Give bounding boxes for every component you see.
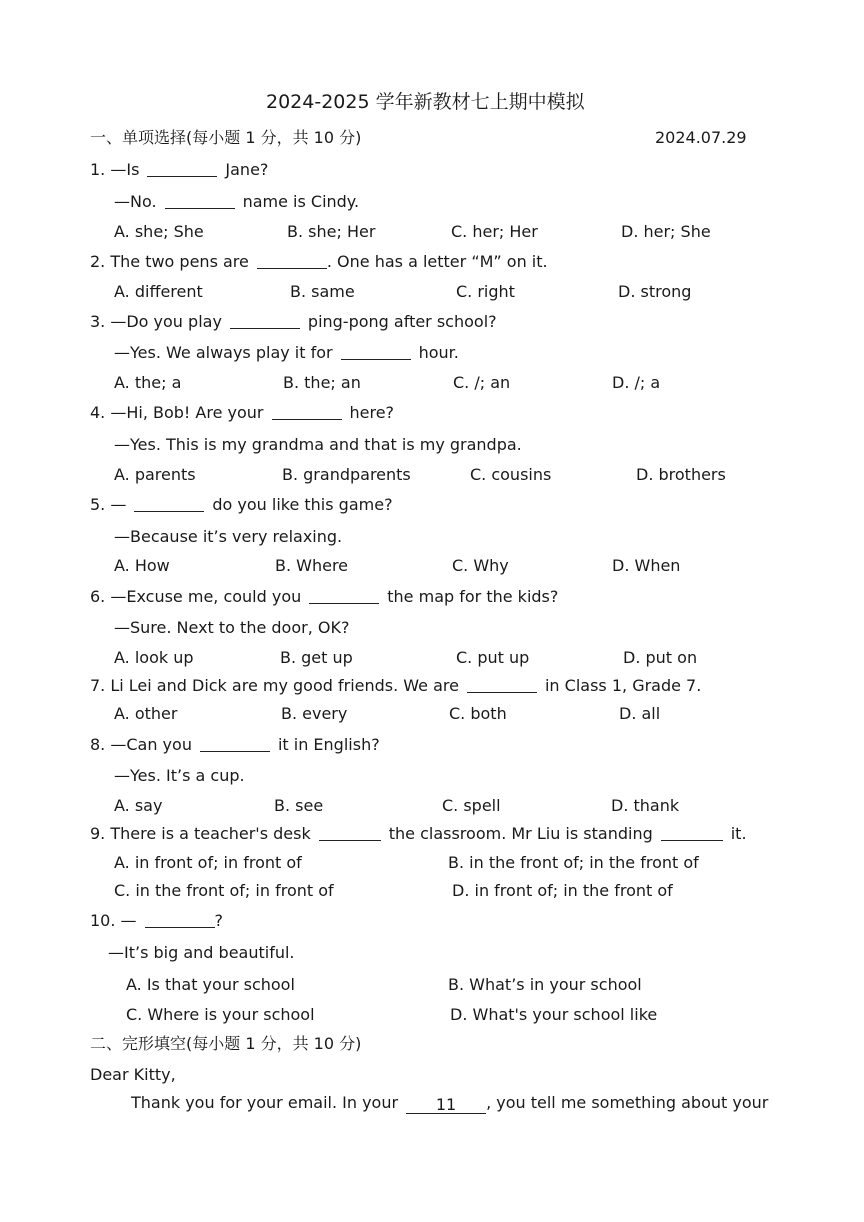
- option-b[interactable]: B. What’s in your school: [448, 975, 642, 994]
- blank-number: 11: [435, 1095, 457, 1114]
- option-b[interactable]: B. the; an: [283, 373, 361, 392]
- answer-blank[interactable]: [200, 735, 270, 752]
- option-b[interactable]: B. grandparents: [282, 465, 411, 484]
- question-text: the map for the kids?: [387, 587, 559, 606]
- answer-blank[interactable]: [272, 403, 342, 420]
- question-text: 7. Li Lei and Dick are my good friends. We are: [90, 676, 459, 695]
- option-a[interactable]: A. in front of; in front of: [114, 853, 302, 872]
- question-text: 1. —Is: [90, 160, 140, 179]
- question-text: it.: [730, 824, 747, 843]
- paragraph-text: Thank you for your email. In your: [131, 1093, 399, 1112]
- question-9-line-1: [90, 824, 747, 844]
- option-c[interactable]: C. spell: [442, 796, 501, 815]
- answer-blank[interactable]: [147, 160, 217, 177]
- question-3-line-1: [90, 312, 497, 332]
- option-b[interactable]: B. see: [274, 796, 324, 815]
- question-text: 10. —: [90, 911, 137, 930]
- question-text: —Yes. We always play it for: [114, 343, 333, 362]
- question-1-line-1: [90, 160, 268, 180]
- option-b[interactable]: B. same: [290, 282, 355, 301]
- question-text: 5. —: [90, 495, 127, 514]
- question-text: ping-pong after school?: [307, 312, 497, 331]
- answer-blank[interactable]: [134, 495, 204, 512]
- option-d[interactable]: D. all: [619, 704, 661, 723]
- option-d[interactable]: D. in front of; in the front of: [452, 881, 673, 900]
- question-text: name is Cindy.: [242, 192, 360, 211]
- option-d[interactable]: D. put on: [623, 648, 698, 667]
- option-a[interactable]: A. look up: [114, 648, 194, 667]
- option-a[interactable]: A. say: [114, 796, 163, 815]
- option-a[interactable]: A. other: [114, 704, 178, 723]
- question-text: 8. —Can you: [90, 735, 192, 754]
- option-c[interactable]: C. put up: [456, 648, 530, 667]
- question-text: do you like this game?: [212, 495, 393, 514]
- option-c[interactable]: C. cousins: [470, 465, 552, 484]
- answer-blank[interactable]: [661, 824, 723, 841]
- question-4-line-2: —Yes. This is my grandma and that is my grandpa.: [114, 435, 522, 454]
- option-d[interactable]: D. brothers: [636, 465, 726, 484]
- option-b[interactable]: B. in the front of; in the front of: [448, 853, 699, 872]
- option-d[interactable]: D. strong: [618, 282, 692, 301]
- answer-blank[interactable]: [257, 252, 327, 269]
- paragraph-text: , you tell me something about your: [486, 1093, 769, 1112]
- question-4-line-1: [90, 403, 394, 423]
- option-d[interactable]: D. What's your school like: [450, 1005, 658, 1024]
- question-10-line-1: [90, 911, 223, 931]
- option-b[interactable]: B. get up: [280, 648, 353, 667]
- question-6-line-1: [90, 587, 558, 607]
- question-text: 9. There is a teacher's desk: [90, 824, 311, 843]
- question-3-line-2: [114, 343, 459, 363]
- answer-blank[interactable]: [230, 312, 300, 329]
- answer-blank[interactable]: [165, 192, 235, 209]
- question-text: Jane?: [225, 160, 269, 179]
- option-c[interactable]: C. right: [456, 282, 515, 301]
- answer-blank[interactable]: [341, 343, 411, 360]
- answer-blank[interactable]: [309, 587, 379, 604]
- letter-greeting: Dear Kitty,: [90, 1065, 176, 1084]
- question-text: ?: [214, 911, 224, 930]
- answer-blank[interactable]: [319, 824, 381, 841]
- option-c[interactable]: C. her; Her: [451, 222, 538, 241]
- option-a[interactable]: A. she; She: [114, 222, 204, 241]
- question-text: it in English?: [277, 735, 380, 754]
- answer-blank[interactable]: [145, 911, 215, 928]
- question-8-line-2: —Yes. It’s a cup.: [114, 766, 245, 785]
- question-10-line-2: —It’s big and beautiful.: [108, 943, 295, 962]
- option-a[interactable]: A. different: [114, 282, 203, 301]
- question-1-line-2: [114, 192, 359, 212]
- question-5-line-2: —Because it’s very relaxing.: [114, 527, 343, 546]
- question-text: in Class 1, Grade 7.: [544, 676, 702, 695]
- question-text: 2. The two pens are: [90, 252, 249, 271]
- question-text: 3. —Do you play: [90, 312, 222, 331]
- option-d[interactable]: D. thank: [611, 796, 680, 815]
- option-a[interactable]: A. Is that your school: [126, 975, 295, 994]
- option-b[interactable]: B. Where: [275, 556, 349, 575]
- page-title: 2024-2025 学年新教材七上期中模拟: [266, 91, 585, 113]
- answer-blank-11[interactable]: [406, 1097, 486, 1114]
- option-c[interactable]: C. in the front of; in front of: [114, 881, 334, 900]
- question-text: . One has a letter “M” on it.: [326, 252, 548, 271]
- option-d[interactable]: D. /; a: [612, 373, 661, 392]
- letter-paragraph: [131, 1093, 768, 1114]
- option-c[interactable]: C. /; an: [453, 373, 511, 392]
- option-d[interactable]: D. When: [612, 556, 681, 575]
- option-d[interactable]: D. her; She: [621, 222, 711, 241]
- question-6-line-2: —Sure. Next to the door, OK?: [114, 618, 350, 637]
- option-a[interactable]: A. parents: [114, 465, 196, 484]
- option-a[interactable]: A. the; a: [114, 373, 182, 392]
- answer-blank[interactable]: [467, 676, 537, 693]
- question-text: —No.: [114, 192, 157, 211]
- part1-heading: 一、单项选择(每小题 1 分，共 10 分): [90, 128, 362, 147]
- option-b[interactable]: B. she; Her: [287, 222, 376, 241]
- question-text: hour.: [418, 343, 459, 362]
- option-c[interactable]: C. Where is your school: [126, 1005, 315, 1024]
- question-text: 6. —Excuse me, could you: [90, 587, 302, 606]
- part2-heading: 二、完形填空(每小题 1 分，共 10 分): [90, 1034, 362, 1053]
- option-a[interactable]: A. How: [114, 556, 170, 575]
- date-text: 2024.07.29: [655, 128, 747, 147]
- option-b[interactable]: B. every: [281, 704, 348, 723]
- question-8-line-1: [90, 735, 380, 755]
- option-c[interactable]: C. both: [449, 704, 507, 723]
- question-text: 4. —Hi, Bob! Are your: [90, 403, 264, 422]
- option-c[interactable]: C. Why: [452, 556, 509, 575]
- question-text: here?: [349, 403, 395, 422]
- question-7-line-1: [90, 676, 701, 696]
- question-5-line-1: [90, 495, 393, 515]
- question-text: the classroom. Mr Liu is standing: [388, 824, 653, 843]
- question-2-line-1: [90, 252, 548, 272]
